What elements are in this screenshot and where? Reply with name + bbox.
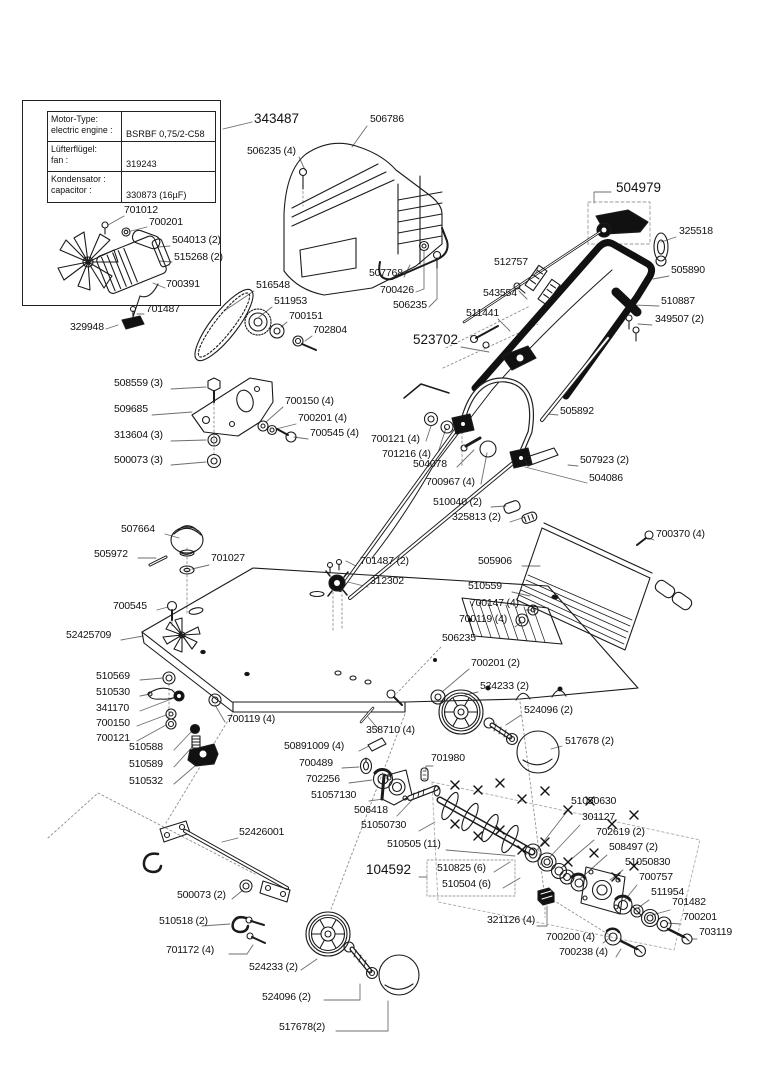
part-label-701482: 701482 — [672, 896, 706, 908]
info-value-capacitor: 330873 (16µF) — [126, 190, 187, 200]
part-label-516548: 516548 — [256, 279, 290, 291]
part-label-504078: 504078 — [413, 458, 447, 470]
part-label-524096-a: 524096 (2) — [524, 704, 573, 716]
part-label-51057130: 51057130 — [311, 789, 357, 801]
part-label-511954: 511954 — [651, 886, 685, 898]
part-label-358710: 358710 (4) — [366, 724, 415, 736]
part-label-701487-b: 701487 (2) — [360, 555, 409, 567]
part-label-507664: 507664 — [121, 523, 155, 535]
part-label-505890: 505890 — [671, 264, 705, 276]
part-label-543554: 543554 — [483, 287, 517, 299]
part-label-510887: 510887 — [661, 295, 695, 307]
part-label-700238: 700238 (4) — [559, 946, 608, 958]
part-label-505892: 505892 — [560, 405, 594, 417]
part-label-700200: 700200 (4) — [546, 931, 595, 943]
part-label-312302: 312302 — [370, 575, 404, 587]
part-label-509685: 509685 — [114, 403, 148, 415]
part-label-700150-b: 700150 — [96, 717, 130, 729]
mounting-bracket — [192, 378, 296, 468]
part-label-700489: 700489 — [299, 757, 333, 769]
part-label-701172: 701172 (4) — [166, 944, 215, 956]
part-label-510589: 510589 — [129, 758, 163, 770]
part-label-506418: 506418 — [354, 804, 388, 816]
part-label-508559: 508559 (3) — [114, 377, 163, 389]
part-label-321126: 321126 (4) — [487, 914, 536, 926]
part-label-511441: 511441 — [466, 307, 500, 319]
part-label-329948: 329948 — [70, 321, 104, 333]
part-label-524233-a: 524233 (2) — [480, 680, 529, 692]
part-label-313604: 313604 (3) — [114, 429, 163, 441]
housing-cover — [284, 143, 448, 295]
part-label-700201-a: 700201 — [149, 216, 183, 228]
part-label-700121-a: 700121 (4) — [371, 433, 420, 445]
info-label-motor-type: Motor-Type: electric engine : — [48, 112, 122, 141]
part-label-325518: 325518 — [679, 225, 713, 237]
part-label-51050630: 51050630 — [571, 795, 617, 807]
motor-info-box — [22, 100, 221, 306]
part-label-508497: 508497 (2) — [609, 841, 658, 853]
part-label-510588: 510588 — [129, 741, 163, 753]
part-label-507768: 507768 — [369, 267, 403, 279]
part-label-507923: 507923 (2) — [580, 454, 629, 466]
part-label-506786: 506786 — [370, 113, 404, 125]
part-label-517678-a: 517678 (2) — [565, 735, 614, 747]
part-label-700151: 700151 — [289, 310, 323, 322]
part-label-504013: 504013 (2) — [172, 234, 221, 246]
part-label-700370: 700370 (4) — [656, 528, 705, 540]
part-label-505972: 505972 — [94, 548, 128, 560]
part-label-702804: 702804 — [313, 324, 347, 336]
part-label-500073-b: 500073 (2) — [177, 889, 226, 901]
part-label-510569: 510569 — [96, 670, 130, 682]
part-label-515268: 515268 (2) — [174, 251, 223, 263]
part-label-700545-b: 700545 — [113, 600, 147, 612]
part-label-510518: 510518 (2) — [159, 915, 208, 927]
part-label-703119: 703119 — [699, 926, 733, 938]
part-label-701216: 701216 (4) — [382, 448, 431, 460]
part-label-510559: 510559 — [468, 580, 502, 592]
part-label-700757: 700757 — [639, 871, 673, 883]
part-label-700201-d: 700201 — [683, 911, 717, 923]
part-label-510825: 510825 (6) — [437, 862, 486, 874]
part-label-510505: 510505 (11) — [387, 838, 441, 850]
part-label-51050730: 51050730 — [361, 819, 407, 831]
part-label-700426: 700426 — [380, 284, 414, 296]
info-row-capacitor — [48, 172, 215, 202]
part-label-52425709: 52425709 — [66, 629, 112, 641]
part-label-700119-a: 700119 (4) — [459, 613, 508, 625]
part-label-700967: 700967 (4) — [426, 476, 475, 488]
part-label-512757: 512757 — [494, 256, 528, 268]
part-label-700119-b: 700119 (4) — [227, 713, 276, 725]
part-label-504979: 504979 — [616, 180, 662, 195]
part-label-700147: 700147 (4) — [470, 597, 519, 609]
part-label-505906: 505906 — [478, 555, 512, 567]
part-label-700545-a: 700545 (4) — [310, 427, 359, 439]
part-label-524233-b: 524233 (2) — [249, 961, 298, 973]
part-label-510040: 510040 (2) — [433, 496, 482, 508]
part-label-701012: 701012 — [124, 204, 158, 216]
part-label-349507: 349507 (2) — [655, 313, 704, 325]
info-label-capacitor: Kondensator : capacitor : — [48, 172, 122, 202]
part-label-50891009: 50891009 (4) — [284, 740, 345, 752]
part-label-510532: 510532 — [129, 775, 163, 787]
part-label-700201-b: 700201 (4) — [298, 412, 347, 424]
part-label-341170: 341170 — [96, 702, 130, 714]
info-label-fan: Lüfterflügel: fan : — [48, 142, 122, 171]
part-label-517678-b: 517678(2) — [279, 1021, 326, 1033]
part-label-523702: 523702 — [413, 332, 459, 347]
part-label-524096-b: 524096 (2) — [262, 991, 311, 1003]
part-label-511953: 511953 — [274, 295, 308, 307]
part-label-510530: 510530 — [96, 686, 130, 698]
part-label-343487: 343487 — [254, 111, 300, 126]
part-label-701027: 701027 — [211, 552, 245, 564]
info-row-fan — [48, 142, 215, 172]
part-label-52426001: 52426001 — [239, 826, 285, 838]
part-label-51050830: 51050830 — [625, 856, 671, 868]
part-label-700391: 700391 — [166, 278, 200, 290]
part-label-500073-a: 500073 (3) — [114, 454, 163, 466]
part-label-504086: 504086 — [589, 472, 623, 484]
info-row-motor-type — [48, 112, 215, 142]
part-label-701487-a: 701487 — [146, 303, 180, 315]
part-label-700150-a: 700150 (4) — [285, 395, 334, 407]
part-label-301127: 301127 — [582, 811, 616, 823]
part-label-702256: 702256 — [306, 773, 340, 785]
info-value-motor-type: BSRBF 0,75/2-C58 — [126, 129, 205, 139]
part-label-104592: 104592 — [366, 862, 412, 877]
part-label-506235-b: 506235 — [393, 299, 427, 311]
part-label-325813: 325813 (2) — [452, 511, 501, 523]
part-label-700201-c: 700201 (2) — [471, 657, 520, 669]
part-label-510504: 510504 (6) — [442, 878, 491, 890]
motor-info-table — [47, 111, 216, 203]
part-label-700121-b: 700121 — [96, 732, 130, 744]
part-label-701980: 701980 — [431, 752, 465, 764]
rear-flap — [516, 523, 694, 650]
part-label-702619: 702619 (2) — [596, 826, 645, 838]
info-value-fan: 319243 — [126, 159, 157, 169]
part-label-506235-a: 506235 (4) — [247, 145, 296, 157]
part-label-506235-c: 506235 — [442, 632, 476, 644]
